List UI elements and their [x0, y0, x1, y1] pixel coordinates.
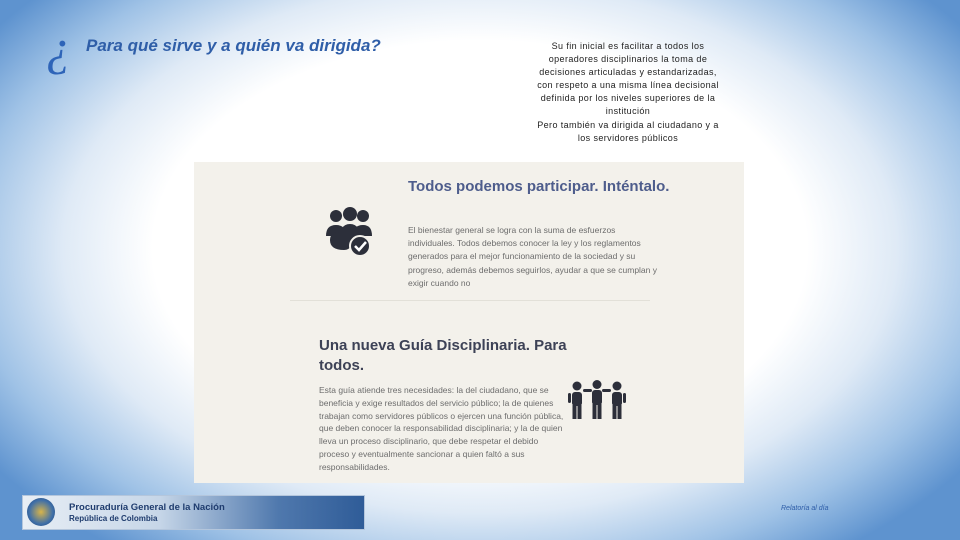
logo-country-name: República de Colombia	[69, 514, 158, 523]
procuraduria-logo-banner	[22, 495, 365, 530]
people-check-icon	[324, 206, 374, 258]
intro-text	[530, 40, 726, 145]
intro-paragraph-1: Su fin inicial es facilitar a todos los operadores disciplinarios la toma de decisiones articuladas y estandarizadas, con respeto a una misma línea decisional definida por los niveles superiores de la institución	[537, 41, 719, 117]
section2-title: Una nueva Guía Disciplinaria. Para todos.	[319, 337, 567, 374]
section1-body: El bienestar general se logra con la suma de esfuerzos individuales. Todos debemos conocer la ley y los reglamentos generados para el mejor funcionamiento de la sociedad y su progreso, además debemos seguirlos, ayudar a que se cumplan y exigir cuando no	[408, 225, 658, 288]
intro-paragraph-2: Pero también va dirigida al ciudadano y a los servidores públicos	[537, 119, 719, 143]
question-mark: ¿	[46, 19, 71, 75]
section1-title: Todos podemos participar. Inténtalo.	[408, 178, 670, 195]
logo-institution-name: Procuraduría General de la Nación	[69, 502, 225, 513]
guide-screenshot-card	[194, 162, 744, 483]
group-people-icon	[568, 380, 626, 420]
coat-of-arms-icon	[27, 498, 55, 526]
slide-title: Para qué sirve y a quién va dirigida?	[86, 36, 381, 55]
section-divider	[290, 300, 650, 301]
section2-body: Esta guía atiende tres necesidades: la del ciudadano, que se beneficia y exige resultados del servicio público; la de quienes trabajan como servidores públicos o ejercen una función pública, que deben conocer la responsabilidad disciplinaria; y la de quien lleva un proceso disciplinario, que debe respetar el debido proceso y eventualmente sancionar a quien faltó a sus responsabilidades.	[319, 385, 564, 472]
footer-tagline: Relatoría al día	[781, 505, 829, 512]
